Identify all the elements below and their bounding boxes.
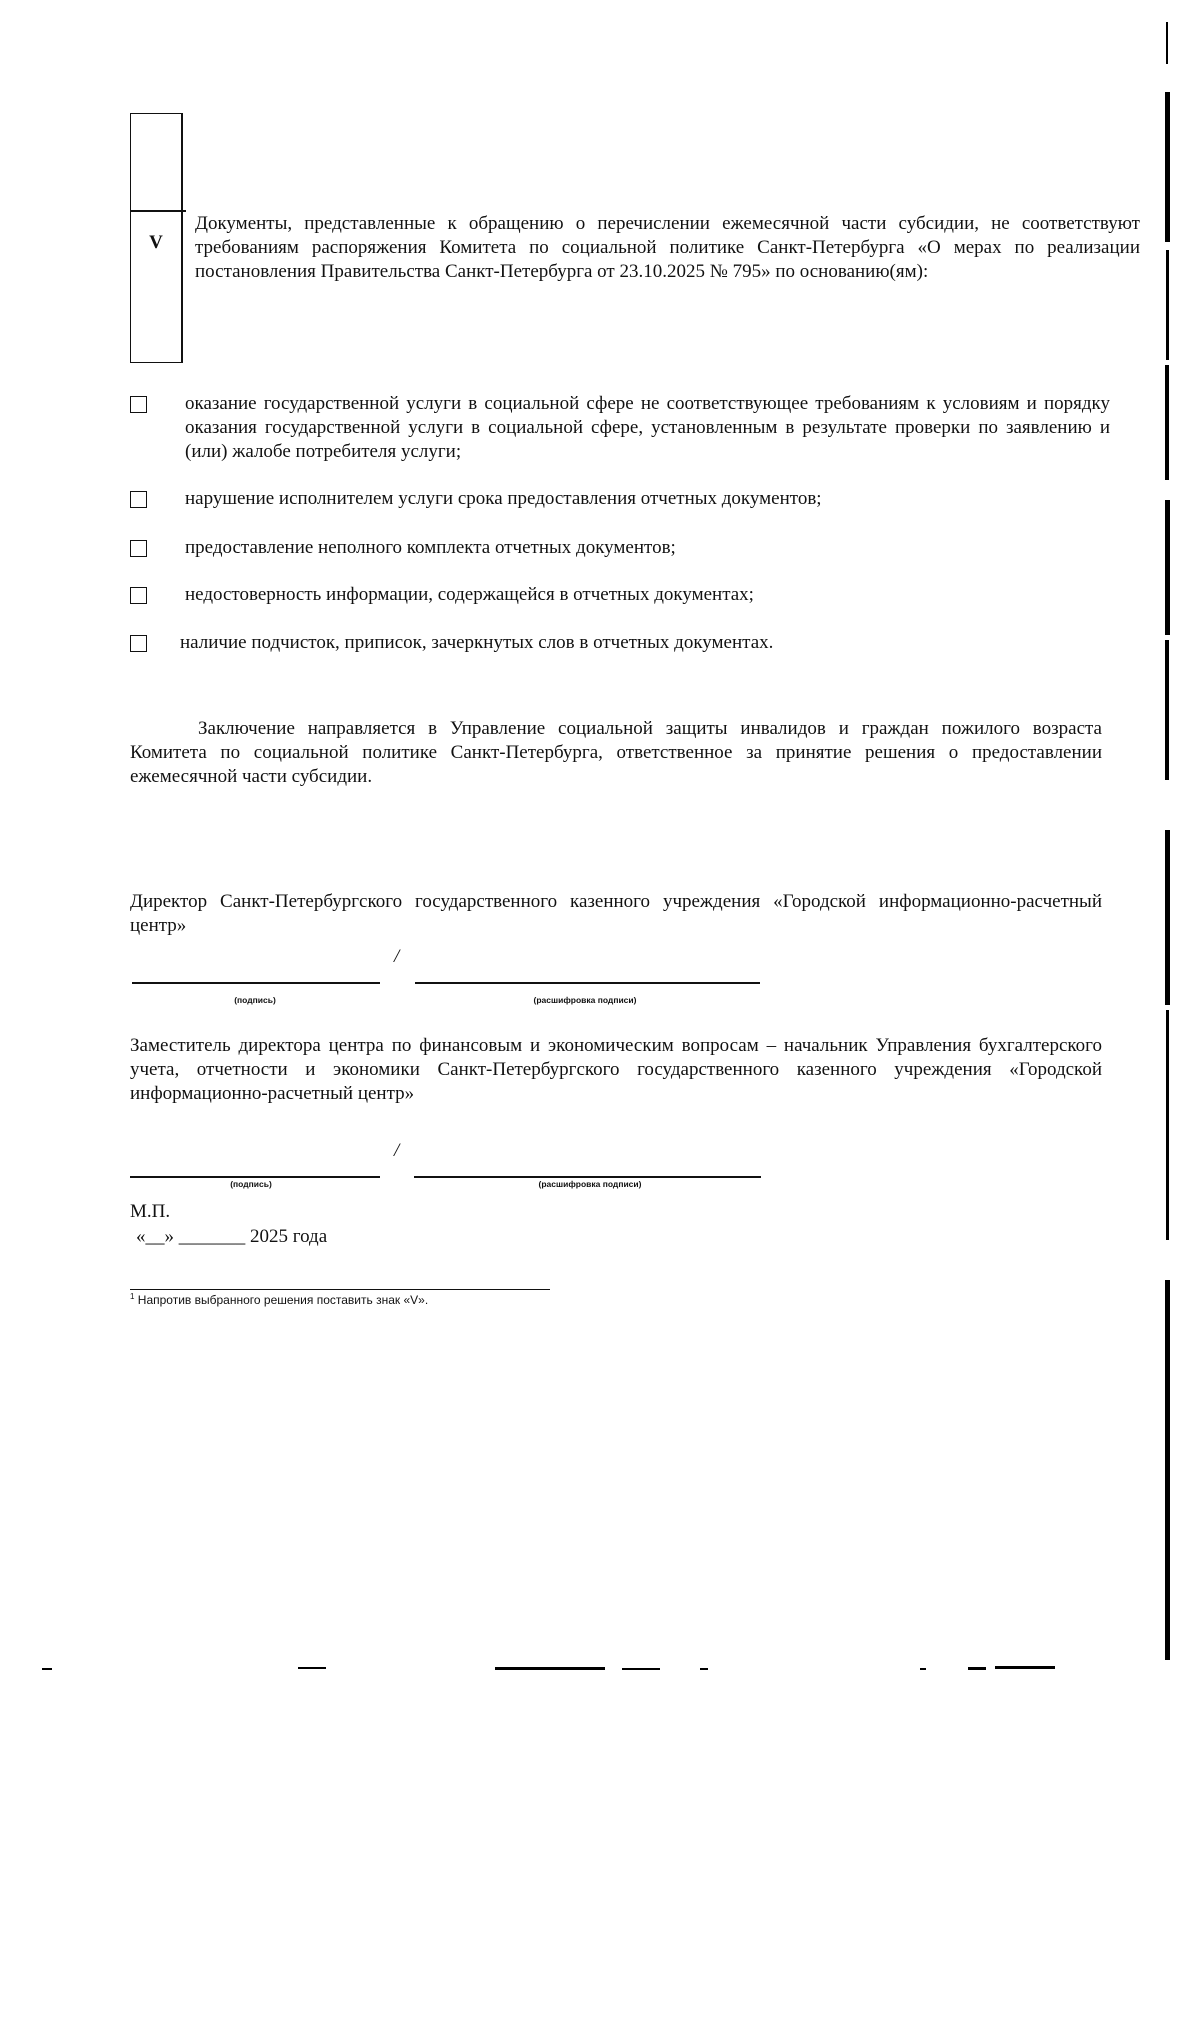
scan-bottom-mark [298, 1667, 326, 1669]
decision-text: Документы, представленные к обращению о перечислении ежемесячной части субсидии, не соответствуют требованиям распоряжения Комитета по социальной политике Санкт-Петербурга «О мерах по реализации постановления Правительства Санкт-Петербурга от 23.10.2025 № 795» по основанию(ям): [195, 213, 1140, 282]
date-line[interactable]: «__» _______ 2025 года [136, 1226, 328, 1247]
scan-edge-mark [1165, 500, 1170, 635]
scan-bottom-mark [700, 1668, 708, 1670]
reason-item [130, 487, 1110, 511]
decision-mark[interactable]: V [149, 232, 163, 253]
deputy-title: Заместитель директора центра по финансовым и экономическим вопросам – начальник Управления бухгалтерского учета, отчетности и экономики Санкт-Петербургского государственного казенного учреждения «Городской информационно-расчетный центр» [130, 1035, 1102, 1104]
reason-item [130, 536, 1110, 560]
director-signature-line[interactable] [132, 982, 380, 984]
scan-edge-mark [1166, 22, 1168, 64]
scan-edge-mark [1165, 640, 1169, 780]
director-decryption-caption: (расшифровка подписи) [533, 995, 637, 1005]
scan-edge-mark [1165, 1280, 1170, 1660]
scan-bottom-mark [968, 1667, 986, 1670]
reason-item [130, 631, 1110, 655]
deputy-decryption-caption: (расшифровка подписи) [538, 1179, 642, 1189]
scan-bottom-mark [920, 1668, 926, 1670]
scan-bottom-mark [42, 1668, 52, 1670]
reason-text: недостоверность информации, содержащейся в отчетных документах; [185, 584, 754, 605]
footnote [130, 1292, 428, 1307]
reason-item [130, 583, 1110, 607]
director-title: Директор Санкт-Петербургского государственного казенного учреждения «Городской информационно-расчетный центр» [130, 891, 1102, 936]
deputy-decryption-line[interactable] [414, 1176, 761, 1178]
scan-edge-mark [1165, 92, 1170, 242]
reason-text: предоставление неполного комплекта отчетных документов; [185, 537, 676, 558]
scan-edge-mark [1165, 830, 1170, 1005]
director-signature-caption: (подпись) [234, 995, 276, 1005]
stamp-label: М.П. [130, 1201, 171, 1222]
reason-checkbox[interactable] [130, 635, 147, 652]
decision-frame-divider [130, 210, 186, 212]
reason-item [130, 392, 1110, 464]
deputy-slash: / [394, 1140, 400, 1161]
conclusion-text: Заключение направляется в Управление социальной защиты инвалидов и граждан пожилого возраста Комитета по социальной политике Санкт-Петербурга, ответственное за принятие решения о предоставлении ежемесячной части субсидии. [130, 718, 1102, 787]
scan-bottom-mark [495, 1667, 605, 1670]
reason-checkbox[interactable] [130, 396, 147, 413]
reason-text: наличие подчисток, приписок, зачеркнутых слов в отчетных документах. [180, 632, 774, 653]
reason-checkbox[interactable] [130, 587, 147, 604]
scan-edge-mark [1166, 1010, 1169, 1240]
footnote-divider [130, 1289, 550, 1290]
director-decryption-line[interactable] [415, 982, 760, 984]
deputy-signature-caption: (подпись) [230, 1179, 272, 1189]
deputy-signature-line[interactable] [130, 1176, 380, 1178]
footnote-text: Напротив выбранного решения поставить знак «V». [137, 1293, 429, 1307]
reason-checkbox[interactable] [130, 491, 147, 508]
scan-bottom-mark [995, 1666, 1055, 1669]
reason-text: оказание государственной услуги в социальной сфере не соответствующее требованиям к условиям и порядку оказания государственной услуги в социальной сфере, установленным в результате проверки по заявлению и (или) жалобе потребителя услуги; [185, 393, 1110, 462]
scan-bottom-mark [622, 1668, 660, 1670]
reason-checkbox[interactable] [130, 540, 147, 557]
reason-text: нарушение исполнителем услуги срока предоставления отчетных документов; [185, 488, 822, 509]
director-slash: / [394, 946, 400, 967]
scan-edge-mark [1166, 250, 1169, 360]
footnote-number: 1 [130, 1292, 135, 1301]
scan-edge-mark [1165, 365, 1169, 480]
